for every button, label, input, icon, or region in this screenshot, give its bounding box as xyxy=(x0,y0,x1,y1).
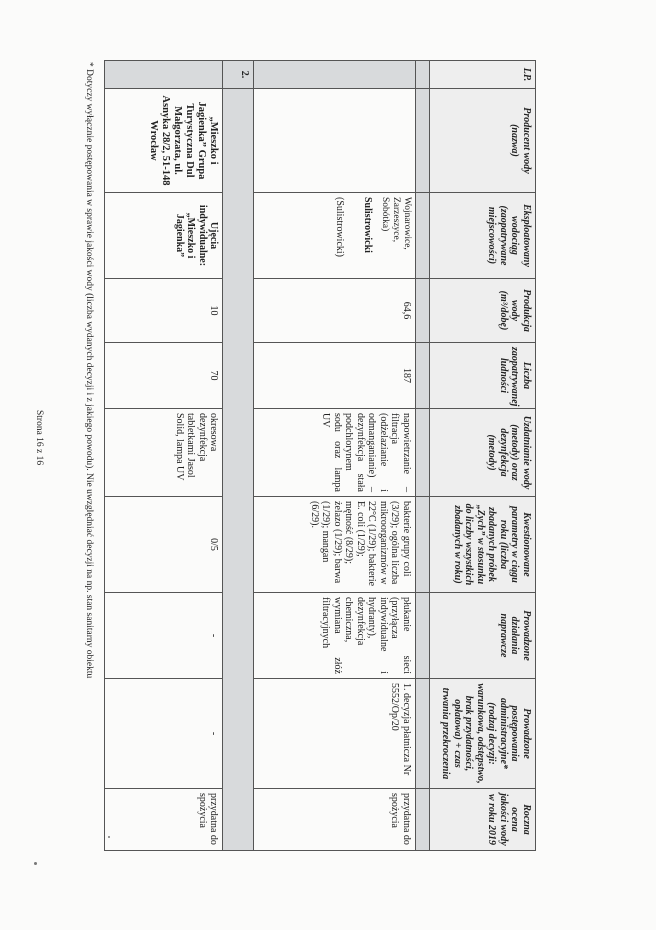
section-row-fill xyxy=(223,89,254,851)
row-1-population: 187 xyxy=(254,343,415,409)
table-header-row xyxy=(429,61,535,851)
row-1-actions: płukanie sieci (przyłącza indywidualne i hydranty), dezynfekcja chemiczna, wymiana złóż filtracyjnych xyxy=(254,593,415,679)
row-1-system-top: Wojnarowice, Zarzeszyce, Sobótka) xyxy=(379,197,412,250)
header-assessment: Roczna ocena jakości wody w roku 2019 xyxy=(429,789,535,851)
row-2-system: Ujęcia indywidualne: „Mieszko i Jagienka” xyxy=(105,193,223,279)
page-number: Strona 16 z 16 xyxy=(34,410,44,466)
header-questioned: Kwestionowane parametry w ciągu roku (liczba zbadanych próbek „Zych” w stosunku do liczby wszystkich zbadanych w roku) xyxy=(429,497,535,593)
scan-speck xyxy=(108,836,110,838)
row-2-proceedings: - xyxy=(105,679,223,789)
row-1-system-sub: (Sulistrowicki) xyxy=(334,197,346,257)
header-system: Eksploatowany wodociąg (zaopatrywane miejscowości) xyxy=(429,193,535,279)
row-1-lp xyxy=(254,61,415,89)
row-1-system-name: Sulistrowicki xyxy=(361,197,373,253)
row-2-production: 10 xyxy=(105,279,223,343)
header-treatment: Uzdatnianie wody (metody) oraz dezynfekcja (metody) xyxy=(429,409,535,497)
row-2-actions: - xyxy=(105,593,223,679)
header-producer: Producent wody (nazwa) xyxy=(429,89,535,193)
row-1-system xyxy=(254,193,415,279)
row-1-questioned: bakterie grupy coli (3/29); ogólna liczba mikroorganizmów w 22°C (1/29); bakterie E. coli (1/29); mętność (8/29); żelazo (1/29); barwa (1/29); mangan (6/29). xyxy=(254,497,415,593)
row-1-assessment: przydatna do spożycia xyxy=(254,789,415,851)
header-production: Produkcja wody (m³/dobę) xyxy=(429,279,535,343)
row-2-producer: „Mieszko i Jagienka” Grupa Turystyczna Dul Małgorzata, ul. Asnyka 28/2, 51-148 Wrocław xyxy=(105,89,223,193)
row-2-population: 70 xyxy=(105,343,223,409)
scan-speck xyxy=(34,862,37,865)
table-row xyxy=(254,61,415,851)
table-row xyxy=(105,61,223,851)
footnote: * Dotyczy wyłącznie postępowania w sprawie jakości wody (liczba wydanych decyzji i z jakiego powodu). Nie uwzględniać decyzji na np. stan sanitarny obiektu xyxy=(84,62,94,679)
separator-row xyxy=(415,61,429,851)
row-1-proceedings: 1. decyzja płatnicza Nr 5552/Op/20 xyxy=(254,679,415,789)
header-actions: Prowadzone działania naprawcze xyxy=(429,593,535,679)
row-1-production: 64,6 xyxy=(254,279,415,343)
row-2-questioned: 0/5 xyxy=(105,497,223,593)
section-row xyxy=(223,61,254,851)
row-2-lp: 2. xyxy=(223,61,254,89)
row-1-treatment: napowietrzanie – filtracja (odżelazianie i odmanganianie) – dezynfekcja stała podchlorynem sodu oraz lampa UV xyxy=(254,409,415,497)
row-2-lp-cell xyxy=(105,61,223,89)
header-lp: LP. xyxy=(429,61,535,89)
row-2-assessment: przydatna do spożycia xyxy=(105,789,223,851)
row-2-treatment: okresowa dezynfekcja tabletkami Jasol Solid, lampa UV xyxy=(105,409,223,497)
water-quality-table xyxy=(104,60,536,851)
row-1-producer xyxy=(254,89,415,193)
header-population: Liczba zaopatrywanej ludności xyxy=(429,343,535,409)
header-proceedings: Prowadzone postępowania administracyjne* (rodzaj decyzji: warunkowa, odstępstwo, brak przydatności, opłatowa) + czas trwania przekroczenia xyxy=(429,679,535,789)
